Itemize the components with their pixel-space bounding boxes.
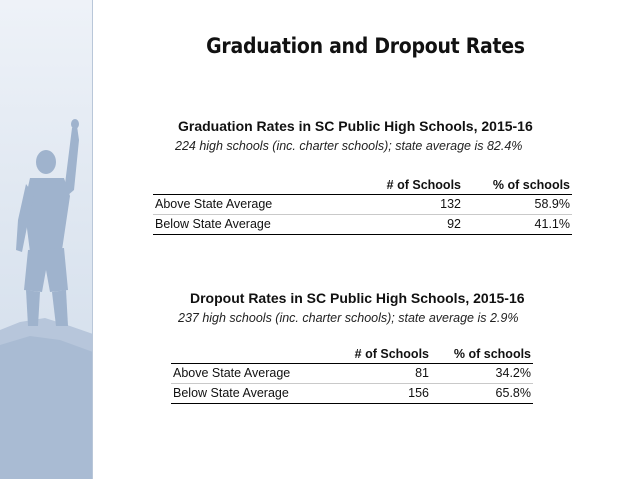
dropout-header-schools: # of Schools — [331, 347, 431, 364]
row-schools-count: 81 — [331, 364, 431, 384]
row-schools-count: 156 — [331, 384, 431, 404]
table-row — [171, 384, 533, 404]
graduation-section-title: Graduation Rates in SC Public High Schools, 2015-16 — [178, 118, 533, 134]
graduation-header-label — [153, 178, 353, 195]
row-percent: 58.9% — [463, 195, 572, 215]
row-schools-count: 92 — [353, 215, 463, 235]
table-row — [153, 215, 572, 235]
table-row — [153, 195, 572, 215]
dropout-section-subtitle: 237 high schools (inc. charter schools); state average is 2.9% — [178, 311, 519, 325]
side-panel-divider — [92, 0, 93, 479]
triumphant-person-icon — [0, 0, 93, 479]
dropout-header-percent: % of schools — [431, 347, 533, 364]
row-label: Above State Average — [171, 364, 331, 384]
row-percent: 34.2% — [431, 364, 533, 384]
row-label: Below State Average — [171, 384, 331, 404]
dropout-table-header-row — [171, 347, 533, 364]
side-decoration-panel — [0, 0, 93, 479]
row-percent: 41.1% — [463, 215, 572, 235]
row-label: Below State Average — [153, 215, 353, 235]
row-percent: 65.8% — [431, 384, 533, 404]
graduation-table — [153, 178, 572, 235]
graduation-table-header-row — [153, 178, 572, 195]
graduation-header-schools: # of Schools — [353, 178, 463, 195]
graduation-header-percent: % of schools — [463, 178, 572, 195]
row-schools-count: 132 — [353, 195, 463, 215]
dropout-header-label — [171, 347, 331, 364]
dropout-section-title: Dropout Rates in SC Public High Schools, 2015-16 — [190, 290, 525, 306]
graduation-section-subtitle: 224 high schools (inc. charter schools); state average is 82.4% — [175, 139, 523, 153]
table-row — [171, 364, 533, 384]
slide-title: Graduation and Dropout Rates — [206, 34, 525, 58]
dropout-table — [171, 347, 533, 404]
row-label: Above State Average — [153, 195, 353, 215]
